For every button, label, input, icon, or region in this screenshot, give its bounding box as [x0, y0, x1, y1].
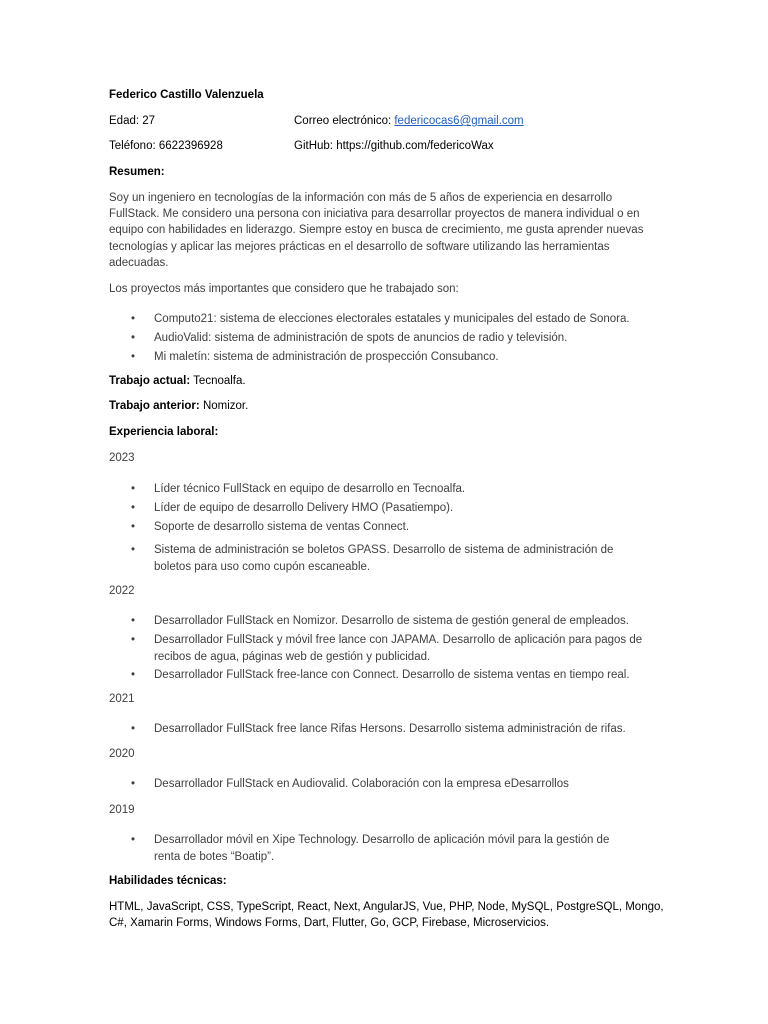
email-line — [294, 114, 524, 128]
github-value: https://github.com/federicoWax — [336, 140, 494, 152]
skills-text: HTML, JavaScript, CSS, TypeScript, React, Next, AngularJS, Vue, PHP, Node, MySQL, PostgreSQL, Mongo, C#, Xamarin Forms, Windows Forms, Dart, Flutter, Go, GCP, Firebase, Microservicios. — [109, 901, 664, 930]
experience-item: Desarrollador móvil en Xipe Technology. Desarrollo de aplicación móvil para la gestión de renta de botes “Boatip”. — [154, 834, 610, 863]
year-label: 2019 — [109, 804, 135, 816]
bullet-icon: • — [131, 778, 136, 790]
experience-item: Sistema de administración se boletos GPASS. Desarrollo de sistema de administración de boletos para uso como cupón escaneable. — [154, 544, 614, 573]
project-item: AudioValid: sistema de administración de spots de anuncios de radio y televisión. — [154, 332, 568, 344]
bullet-icon: • — [131, 723, 136, 735]
bullet-icon: • — [131, 521, 136, 533]
summary-paragraph: Soy un ingeniero en tecnologías de la información con más de 5 años de experiencia en desarrollo FullStack. Me considero una persona con iniciativa para desarrollar proyectos de manera individual o en equipo con habilidades en liderazgo. Siempre estoy en busca de crecimiento, me gusta aprender nuevas tecnologías y aplicar las mejores prácticas en el desarrollo de software utilizando las herramientas adecuadas. — [109, 192, 644, 269]
phone-value: 6622396928 — [158, 140, 223, 152]
age-line — [109, 114, 155, 128]
github-line — [294, 139, 494, 153]
bullet-icon: • — [131, 313, 136, 325]
previous-job-value: Nomizor. — [202, 400, 249, 412]
year-label: 2021 — [109, 693, 135, 705]
experience-item: Líder técnico FullStack en equipo de desarrollo en Tecnoalfa. — [154, 483, 466, 495]
phone-line — [109, 139, 223, 153]
age-label: Edad: — [109, 115, 140, 127]
experience-item: Líder de equipo de desarrollo Delivery HMO (Pasatiempo). — [154, 502, 454, 514]
project-item: Mi maletín: sistema de administración de prospección Consubanco. — [154, 351, 499, 363]
experience-item: Desarrollador FullStack y móvil free lance con JAPAMA. Desarrollo de aplicación para pagos de recibos de agua, páginas web de gestión y publicidad. — [154, 634, 643, 663]
year-label: 2023 — [109, 452, 135, 464]
bullet-icon: • — [131, 544, 136, 556]
github-label: GitHub: — [294, 140, 333, 152]
year-label: 2020 — [109, 748, 135, 760]
bullet-icon: • — [131, 332, 136, 344]
summary-heading: Resumen: — [109, 166, 165, 178]
previous-job-line — [109, 399, 248, 413]
bullet-icon: • — [131, 483, 136, 495]
current-job-value: Tecnoalfa. — [193, 375, 246, 387]
previous-job-label: Trabajo anterior: — [109, 400, 200, 412]
bullet-icon: • — [131, 615, 136, 627]
current-job-label: Trabajo actual: — [109, 375, 191, 387]
year-label: 2022 — [109, 585, 135, 597]
experience-item: Desarrollador FullStack en Nomizor. Desarrollo de sistema de gestión general de empleados. — [154, 615, 629, 627]
bullet-icon: • — [131, 351, 136, 363]
bullet-icon: • — [131, 834, 136, 846]
project-item: Computo21: sistema de elecciones electorales estatales y municipales del estado de Sonora. — [154, 313, 630, 325]
current-job-line — [109, 374, 246, 388]
experience-item: Soporte de desarrollo sistema de ventas Connect. — [154, 521, 410, 533]
phone-label: Teléfono: — [109, 140, 156, 152]
experience-item: Desarrollador FullStack free lance Rifas Hersons. Desarrollo sistema administración de rifas. — [154, 723, 626, 735]
bullet-icon: • — [131, 502, 136, 514]
experience-heading: Experiencia laboral: — [109, 426, 219, 438]
bullet-icon: • — [131, 669, 136, 681]
full-name: Federico Castillo Valenzuela — [109, 89, 264, 101]
experience-item: Desarrollador FullStack en Audiovalid. Colaboración con la empresa eDesarrollos — [154, 778, 569, 790]
bullet-icon: • — [131, 634, 136, 646]
email-link[interactable]: federicocas6@gmail.com — [394, 115, 524, 127]
projects-intro: Los proyectos más importantes que considero que he trabajado son: — [109, 283, 459, 295]
skills-heading: Habilidades técnicas: — [109, 875, 227, 887]
email-label: Correo electrónico: — [294, 115, 392, 127]
age-value: 27 — [142, 115, 156, 127]
experience-item: Desarrollador FullStack free-lance con Connect. Desarrollo de sistema ventas en tiempo real. — [154, 669, 630, 681]
